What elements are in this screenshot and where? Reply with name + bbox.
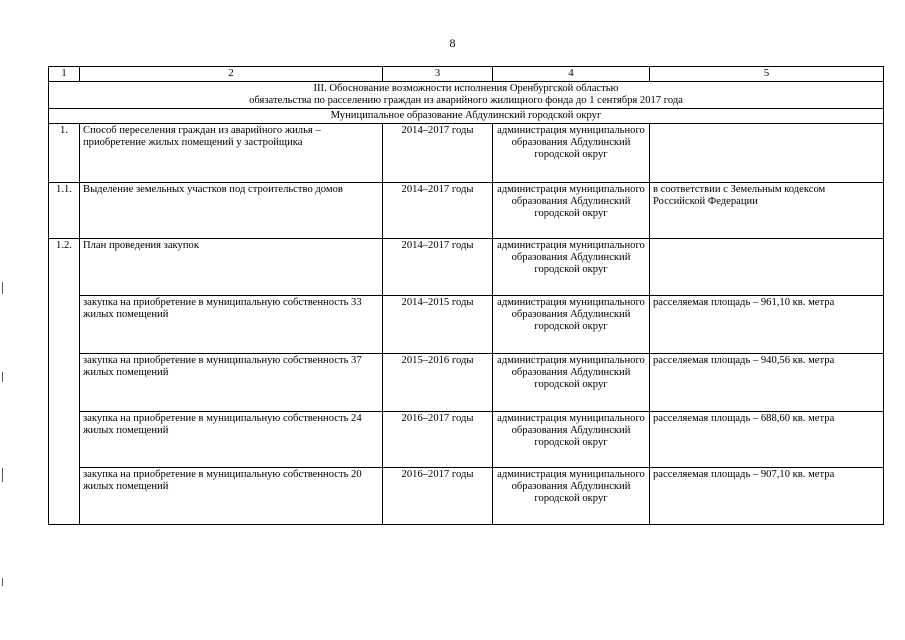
- page-number: 8: [449, 36, 456, 50]
- scan-margin-mark: [2, 372, 3, 382]
- note-cell: расселяемая площадь – 688,60 кв. метра: [650, 412, 884, 468]
- column-number-row: [49, 67, 884, 82]
- activity-cell: Способ переселения граждан из аварийного жилья – приобретение жилых помещений у застройщика: [80, 124, 383, 183]
- period-cell: 2014–2015 годы: [383, 296, 493, 354]
- row-number: [49, 412, 80, 468]
- activity-cell: План проведения закупок: [80, 239, 383, 296]
- table-row: [49, 239, 884, 296]
- scan-margin-mark: [2, 468, 3, 482]
- section-title: [49, 82, 884, 109]
- row-number: [49, 354, 80, 412]
- table-row: [49, 468, 884, 525]
- column-number: 1: [49, 67, 80, 82]
- note-cell: [650, 239, 884, 296]
- executor-cell: администрация муниципального образования Абдулинский городской округ: [493, 468, 650, 525]
- column-number: 5: [650, 67, 884, 82]
- section-title-row: [49, 82, 884, 109]
- activity-cell: закупка на приобретение в муниципальную собственность 33 жилых помещений: [80, 296, 383, 354]
- column-number: 4: [493, 67, 650, 82]
- resettlement-table: [48, 66, 884, 525]
- row-number: 1.1.: [49, 183, 80, 239]
- executor-cell: администрация муниципального образования Абдулинский городской округ: [493, 354, 650, 412]
- table-row: [49, 183, 884, 239]
- table-row: [49, 124, 884, 183]
- row-number: [49, 296, 80, 354]
- executor-cell: администрация муниципального образования Абдулинский городской округ: [493, 124, 650, 183]
- note-cell: расселяемая площадь – 907,10 кв. метра: [650, 468, 884, 525]
- scan-margin-mark: [2, 578, 3, 586]
- period-cell: 2014–2017 годы: [383, 239, 493, 296]
- municipality-row: [49, 109, 884, 124]
- row-number: 1.: [49, 124, 80, 183]
- activity-cell: Выделение земельных участков под строительство домов: [80, 183, 383, 239]
- executor-cell: администрация муниципального образования Абдулинский городской округ: [493, 239, 650, 296]
- period-cell: 2015–2016 годы: [383, 354, 493, 412]
- section-title-line-1: III. Обоснование возможности исполнения Оренбургской областью: [313, 83, 619, 94]
- executor-cell: администрация муниципального образования Абдулинский городской округ: [493, 296, 650, 354]
- table-row: [49, 354, 884, 412]
- executor-cell: администрация муниципального образования Абдулинский городской округ: [493, 183, 650, 239]
- note-cell: в соответствии с Земельным кодексом Российской Федерации: [650, 183, 884, 239]
- period-cell: 2014–2017 годы: [383, 124, 493, 183]
- executor-cell: администрация муниципального образования Абдулинский городской округ: [493, 412, 650, 468]
- column-number: 3: [383, 67, 493, 82]
- activity-cell: закупка на приобретение в муниципальную собственность 37 жилых помещений: [80, 354, 383, 412]
- row-number: [49, 468, 80, 525]
- period-cell: 2014–2017 годы: [383, 183, 493, 239]
- municipality-title: Муниципальное образование Абдулинский городской округ: [49, 109, 884, 124]
- note-cell: расселяемая площадь – 940,56 кв. метра: [650, 354, 884, 412]
- activity-cell: закупка на приобретение в муниципальную собственность 20 жилых помещений: [80, 468, 383, 525]
- scan-margin-mark: [2, 282, 3, 294]
- note-cell: расселяемая площадь – 961,10 кв. метра: [650, 296, 884, 354]
- period-cell: 2016–2017 годы: [383, 412, 493, 468]
- column-number: 2: [80, 67, 383, 82]
- section-title-line-2: обязательства по расселению граждан из аварийного жилищного фонда до 1 сентября 2017 года: [249, 95, 683, 106]
- table-row: [49, 412, 884, 468]
- activity-cell: закупка на приобретение в муниципальную собственность 24 жилых помещений: [80, 412, 383, 468]
- row-number: 1.2.: [49, 239, 80, 296]
- note-cell: [650, 124, 884, 183]
- table-row: [49, 296, 884, 354]
- period-cell: 2016–2017 годы: [383, 468, 493, 525]
